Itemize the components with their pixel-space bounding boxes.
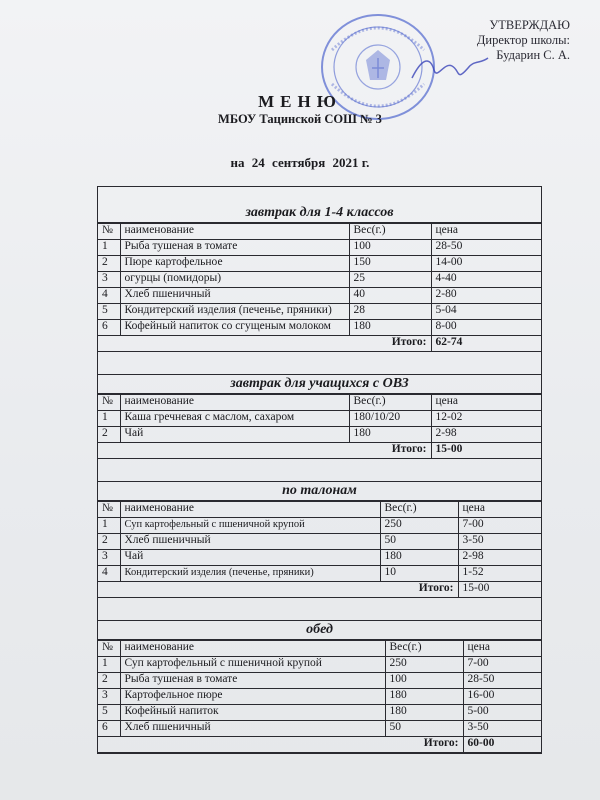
- menu-table: [98, 223, 541, 352]
- dish-price: 2-98: [431, 427, 541, 443]
- total-value: 60-00: [463, 737, 541, 753]
- table-row: [98, 411, 541, 427]
- header-cell: цена: [431, 224, 541, 240]
- total-label: Итого:: [98, 443, 431, 459]
- table-header-row: [98, 502, 541, 518]
- row-number: 4: [98, 566, 120, 582]
- menu-table: [98, 640, 541, 753]
- table-row: [98, 550, 541, 566]
- dish-price: 8-00: [431, 320, 541, 336]
- row-number: 4: [98, 288, 120, 304]
- total-row: [98, 737, 541, 753]
- table-row: [98, 534, 541, 550]
- row-number: 3: [98, 689, 120, 705]
- total-row: [98, 336, 541, 352]
- table-row: [98, 566, 541, 582]
- dish-name: Хлеб пшеничный: [120, 534, 380, 550]
- dish-price: 5-00: [463, 705, 541, 721]
- dish-weight: 100: [349, 240, 431, 256]
- dish-weight: 40: [349, 288, 431, 304]
- dish-weight: 250: [385, 657, 463, 673]
- dish-price: 28-50: [431, 240, 541, 256]
- header-cell: цена: [458, 502, 541, 518]
- section-title: завтрак для учащихся с ОВЗ: [230, 376, 409, 391]
- table-row: [98, 304, 541, 320]
- dish-name: Чай: [120, 550, 380, 566]
- row-number: 3: [98, 550, 120, 566]
- dish-price: 7-00: [463, 657, 541, 673]
- section-header: [98, 482, 541, 501]
- table-row: [98, 689, 541, 705]
- total-label: Итого:: [98, 582, 458, 598]
- dish-weight: 28: [349, 304, 431, 320]
- dish-name: огурцы (помидоры): [120, 272, 349, 288]
- row-number: 2: [98, 256, 120, 272]
- dish-price: 4-40: [431, 272, 541, 288]
- director-name: Бударин С. А.: [496, 48, 570, 62]
- header-cell: наименование: [120, 395, 349, 411]
- header-cell: №: [98, 224, 120, 240]
- header-cell: Вес(г.): [349, 224, 431, 240]
- dish-name: Каша гречневая с маслом, сахаром: [120, 411, 349, 427]
- row-number: 1: [98, 240, 120, 256]
- dish-name: Рыба тушеная в томате: [120, 240, 349, 256]
- date-day: 24: [251, 155, 265, 170]
- table-row: [98, 272, 541, 288]
- section-divider: [98, 459, 541, 482]
- table-row: [98, 721, 541, 737]
- dish-price: 2-98: [458, 550, 541, 566]
- date-month: сентября: [272, 155, 326, 170]
- dish-weight: 50: [380, 534, 458, 550]
- row-number: 1: [98, 518, 120, 534]
- dish-price: 7-00: [458, 518, 541, 534]
- header-cell: №: [98, 502, 120, 518]
- dish-weight: 180: [385, 705, 463, 721]
- dish-weight: 50: [385, 721, 463, 737]
- dish-weight: 100: [385, 673, 463, 689]
- header-cell: Вес(г.): [380, 502, 458, 518]
- dish-weight: 150: [349, 256, 431, 272]
- total-value: 15-00: [431, 443, 541, 459]
- dish-name: Кондитерский изделия (печенье, пряники): [120, 304, 349, 320]
- row-number: 3: [98, 272, 120, 288]
- dish-price: 3-50: [458, 534, 541, 550]
- section-title: обед: [306, 622, 333, 637]
- header-cell: наименование: [120, 641, 385, 657]
- date-year: 2021 г.: [332, 155, 370, 170]
- section-header: [98, 621, 541, 640]
- dish-price: 3-50: [463, 721, 541, 737]
- total-value: 62-74: [431, 336, 541, 352]
- header-cell: наименование: [120, 224, 349, 240]
- section-title: завтрак для 1-4 классов: [245, 205, 394, 220]
- dish-name: Пюре картофельное: [120, 256, 349, 272]
- row-number: 6: [98, 721, 120, 737]
- dish-name: Суп картофельный с пшеничной крупой: [120, 518, 380, 534]
- dish-price: 28-50: [463, 673, 541, 689]
- dish-price: 2-80: [431, 288, 541, 304]
- total-label: Итого:: [98, 737, 463, 753]
- dish-name: Кофейный напиток: [120, 705, 385, 721]
- dish-weight: 180: [349, 320, 431, 336]
- dish-weight: 180: [380, 550, 458, 566]
- dish-weight: 250: [380, 518, 458, 534]
- dish-price: 5-04: [431, 304, 541, 320]
- menu-table: [98, 501, 541, 598]
- section-header: [98, 375, 541, 394]
- row-number: 1: [98, 411, 120, 427]
- row-number: 6: [98, 320, 120, 336]
- table-header-row: [98, 641, 541, 657]
- table-row: [98, 518, 541, 534]
- dish-weight: 180: [349, 427, 431, 443]
- dish-name: Хлеб пшеничный: [120, 721, 385, 737]
- dish-name: Картофельное пюре: [120, 689, 385, 705]
- header-cell: Вес(г.): [385, 641, 463, 657]
- row-number: 2: [98, 673, 120, 689]
- dish-name: Хлеб пшеничный: [120, 288, 349, 304]
- total-value: 15-00: [458, 582, 541, 598]
- date-prefix: на: [230, 155, 245, 170]
- menu-date: [0, 155, 600, 171]
- table-row: [98, 320, 541, 336]
- menu-table: [98, 394, 541, 459]
- header-cell: цена: [463, 641, 541, 657]
- row-number: 1: [98, 657, 120, 673]
- row-number: 2: [98, 534, 120, 550]
- dish-price: 14-00: [431, 256, 541, 272]
- dish-name: Чай: [120, 427, 349, 443]
- table-row: [98, 256, 541, 272]
- dish-weight: 180: [385, 689, 463, 705]
- row-number: 5: [98, 304, 120, 320]
- header-cell: цена: [431, 395, 541, 411]
- dish-weight: 25: [349, 272, 431, 288]
- school-name: МБОУ Тацинской СОШ № 3: [218, 112, 382, 126]
- dish-price: 12-02: [431, 411, 541, 427]
- dish-weight: 10: [380, 566, 458, 582]
- section-title: по талонам: [282, 483, 357, 498]
- dish-name: Кофейный напиток со сгущеным молоком: [120, 320, 349, 336]
- total-label: Итого:: [98, 336, 431, 352]
- dish-weight: 180/10/20: [349, 411, 431, 427]
- section-header: [98, 187, 541, 223]
- table-row: [98, 705, 541, 721]
- header-cell: №: [98, 395, 120, 411]
- total-row: [98, 582, 541, 598]
- dish-price: 16-00: [463, 689, 541, 705]
- director-title: Директор школы:: [476, 33, 570, 47]
- director-signature: [410, 48, 490, 88]
- menu-sheet: [97, 186, 542, 754]
- dish-name: Кондитерский изделия (печенье, пряники): [120, 566, 380, 582]
- header-cell: Вес(г.): [349, 395, 431, 411]
- dish-price: 1-52: [458, 566, 541, 582]
- page-title: МЕНЮ: [258, 92, 342, 111]
- table-row: [98, 427, 541, 443]
- table-row: [98, 673, 541, 689]
- table-header-row: [98, 224, 541, 240]
- dish-name: Суп картофельный с пшеничной крупой: [120, 657, 385, 673]
- section-divider: [98, 598, 541, 621]
- row-number: 2: [98, 427, 120, 443]
- header-cell: наименование: [120, 502, 380, 518]
- table-row: [98, 240, 541, 256]
- table-row: [98, 657, 541, 673]
- table-header-row: [98, 395, 541, 411]
- approve-line: УТВЕРЖДАЮ: [489, 18, 570, 32]
- approval-block: [477, 18, 570, 63]
- row-number: 5: [98, 705, 120, 721]
- section-divider: [98, 352, 541, 375]
- header-cell: №: [98, 641, 120, 657]
- total-row: [98, 443, 541, 459]
- table-row: [98, 288, 541, 304]
- dish-name: Рыба тушеная в томате: [120, 673, 385, 689]
